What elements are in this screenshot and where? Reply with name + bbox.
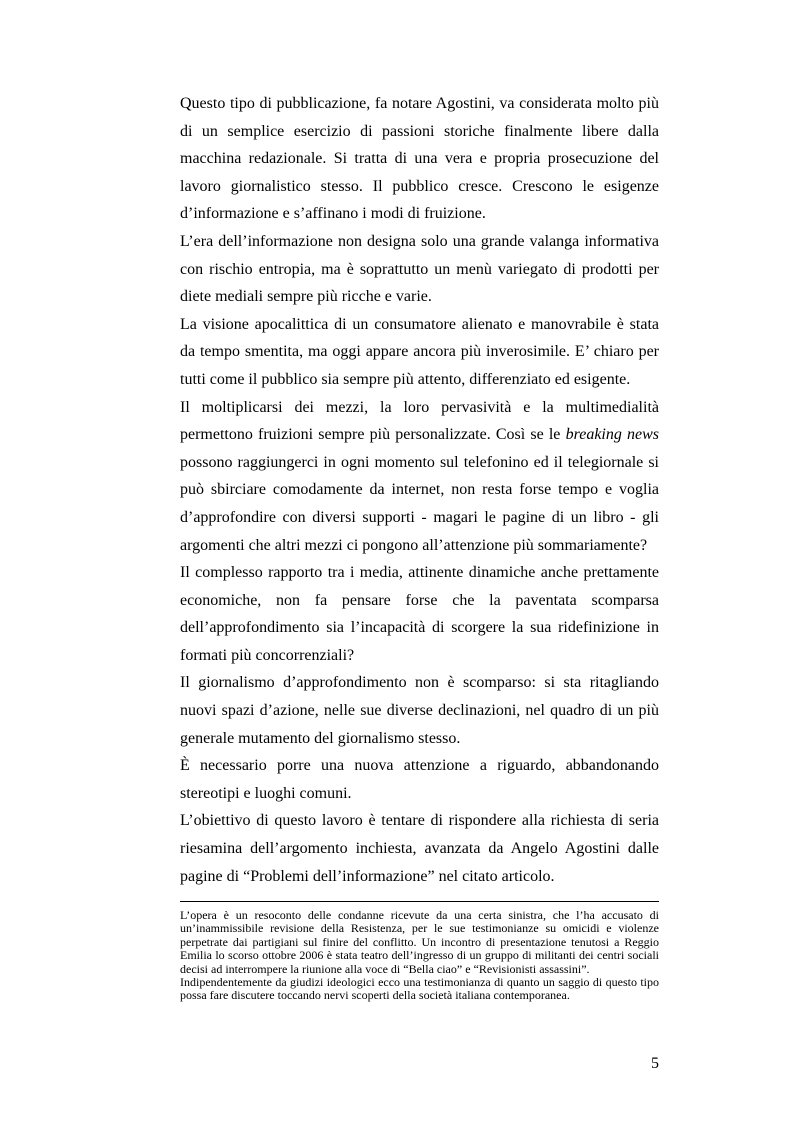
footnote-paragraph: L’opera è un resoconto delle condanne ricevute da una certa sinistra, che l’ha accusato di un’inammissibile revisione della Resistenza, per le sue testimonianze su omicidi e violenze perpetrate dai partigiani sul finire del conflitto. Un incontro di presentazione tenutosi a Reggio Emilia lo scorso ottobre 2006 è stata teatro dell’ingresso di un gruppo di militanti dei centri sociali decisi ad interrompere la riunione alla voce di “Bella ciao” e “Revisionisti assassini”. — [180, 908, 659, 976]
page-number: 5 — [651, 1055, 659, 1072]
paragraph-work-objective: L’obiettivo di questo lavoro è tentare di rispondere alla richiesta di seria riesamina dell’argomento inchiesta, avanzata da Angelo Agostini dalle pagine di “Problemi dell’informazione” nel citato articolo. — [180, 812, 659, 885]
paragraph-in-depth-journalism: Il giornalismo d’approfondimento non è scomparso: si sta ritagliando nuovi spazi d’azione, nelle sue diverse declinazioni, nel quadro di un più generale mutamento del giornalismo stesso. — [180, 674, 659, 747]
body-text — [180, 90, 659, 890]
paragraph-new-attention: È necessario porre una nuova attenzione a riguardo, abbandonando stereotipi e luoghi comuni. — [180, 757, 659, 802]
paragraph-text-before-italic: Il moltiplicarsi dei mezzi, la loro pervasività e la multimedialità permettono fruizioni sempre più personalizzate. Così se le — [180, 398, 659, 444]
paragraph-information-era: L’era dell’informazione non designa solo una grande valanga informativa con rischio entropia, ma è soprattutto un menù variegato di prodotti per diete mediali sempre più ricche e varie. — [180, 232, 659, 306]
footnote-separator — [180, 901, 659, 902]
footnotes — [180, 909, 659, 1003]
paragraph-media-multiplication — [180, 394, 659, 560]
footnote-paragraph: Indipendentemente da giudizi ideologici ecco una testimonianza di quanto un saggio di questo tipo possa fare discutere toccando nervi scoperti della società italiana contemporanea. — [180, 975, 659, 1003]
italic-breaking-news: breaking news — [565, 426, 660, 444]
paragraph-publication-type: Questo tipo di pubblicazione, fa notare Agostini, va considerata molto più di un semplice esercizio di passioni storiche finalmente libere dalla macchina redazionale. Si tratta di una vera e propria prosecuzione del lavoro giornalistico stesso. Il pubblico cresce. Crescono le esigenze d’informazione e s’affinano i modi di fruizione. — [180, 95, 659, 223]
paragraph-apocalyptic-vision: La visione apocalittica di un consumatore alienato e manovrabile è stata da tempo smentita, ma oggi appare ancora più inverosimile. E’ chiaro per tutti come il pubblico sia sempre più attento, differenziato ed esigente. — [180, 315, 659, 388]
paragraph-media-relationship: Il complesso rapporto tra i media, attinente dinamiche anche prettamente economiche, non fa pensare forse che la paventata scomparsa dell’approfondimento sia l’incapacità di scorgere la sua ridefinizione in formati più concorrenziali? — [180, 564, 659, 664]
paragraph-text-after-italic: possono raggiungerci in ogni momento sul telefonino ed il telegiornale si può sbirciare comodamente da internet, non resta forse tempo e voglia d’approfondire con diversi supporti - magari le pagine di un libro - gli argomenti che altri mezzi ci pongono all’attenzione più sommariamente? — [180, 453, 659, 554]
